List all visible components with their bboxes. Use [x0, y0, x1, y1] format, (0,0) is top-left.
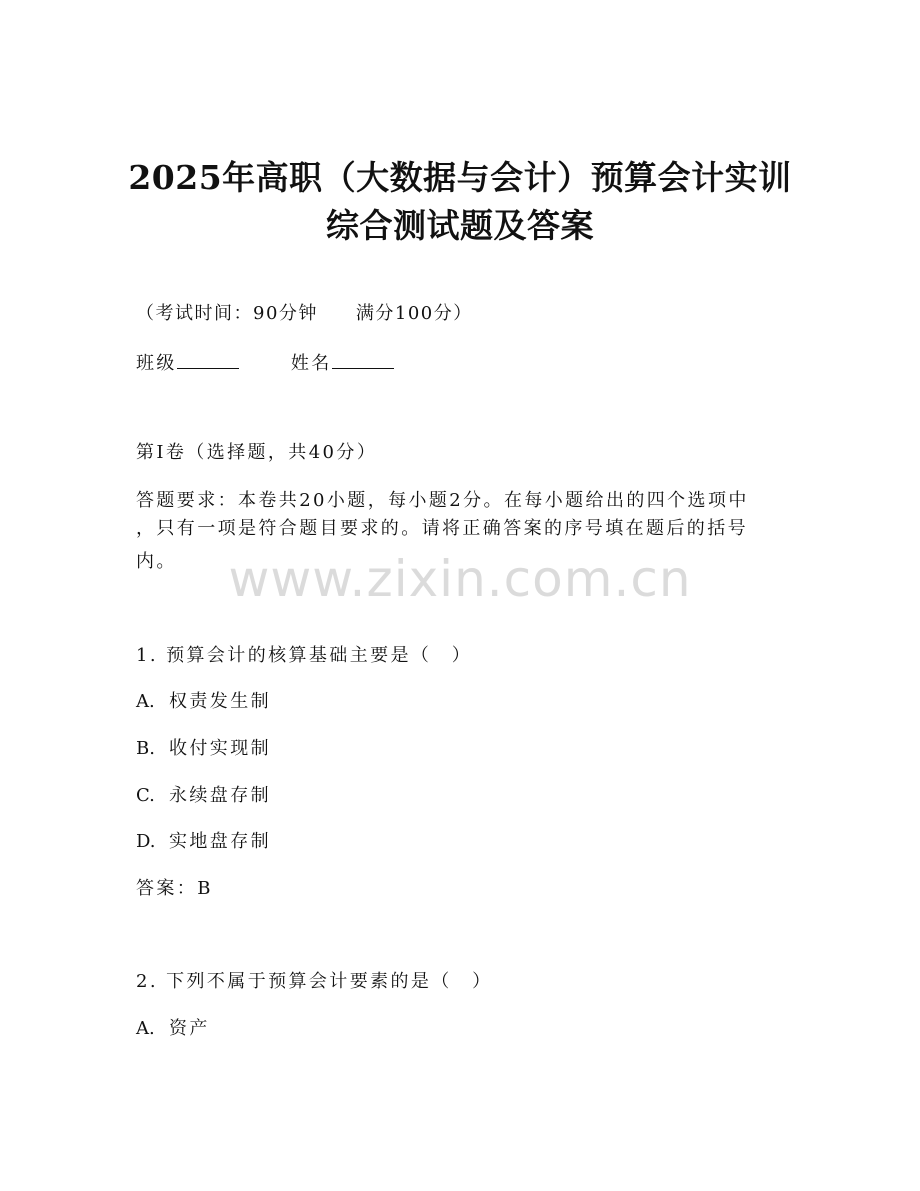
question-1-stem: 1. 预算会计的核算基础主要是（ ）	[136, 645, 473, 666]
option-text: 权责发生制	[169, 691, 271, 712]
question-1-option-c	[136, 785, 271, 807]
option-text: 永续盘存制	[169, 785, 271, 806]
question-2-stem: 2. 下列不属于预算会计要素的是（ ）	[136, 971, 493, 992]
instructions-line-3: 内。	[136, 551, 177, 572]
watermark: www.zixin.com.cn	[228, 550, 692, 608]
name-blank	[332, 351, 394, 369]
instructions-line-1: 答题要求：本卷共20小题，每小题2分。在每小题给出的四个选项中	[136, 490, 749, 511]
question-1-option-b	[136, 738, 271, 760]
class-blank	[177, 351, 239, 369]
name-label: 姓名	[290, 353, 332, 374]
instructions-line-2: ，只有一项是符合题目要求的。请将正确答案的序号填在题后的括号	[136, 518, 748, 539]
option-text: 收付实现制	[169, 738, 271, 759]
option-letter: A.	[136, 691, 155, 712]
full-score: 满分100分）	[355, 303, 473, 324]
exam-info	[136, 303, 473, 325]
option-letter: C.	[136, 785, 155, 806]
question-1-answer: 答案：B	[136, 878, 213, 899]
option-text: 实地盘存制	[169, 831, 271, 852]
section-title: 第I卷（选择题，共40分）	[136, 442, 378, 463]
question-2-option-a	[136, 1018, 210, 1040]
document-title-line-1: 2025年高职（大数据与会计）预算会计实训	[128, 158, 792, 197]
question-1-option-d	[136, 831, 271, 853]
class-label: 班级	[136, 353, 177, 374]
question-1-option-a	[136, 691, 271, 713]
exam-time: （考试时间：90分钟	[136, 303, 318, 324]
option-text: 资产	[169, 1018, 210, 1039]
document-title-line-2: 综合测试题及答案	[326, 206, 594, 245]
student-info-row	[136, 351, 394, 375]
option-letter: D.	[136, 831, 156, 852]
option-letter: B.	[136, 738, 155, 759]
option-letter: A.	[136, 1018, 155, 1039]
